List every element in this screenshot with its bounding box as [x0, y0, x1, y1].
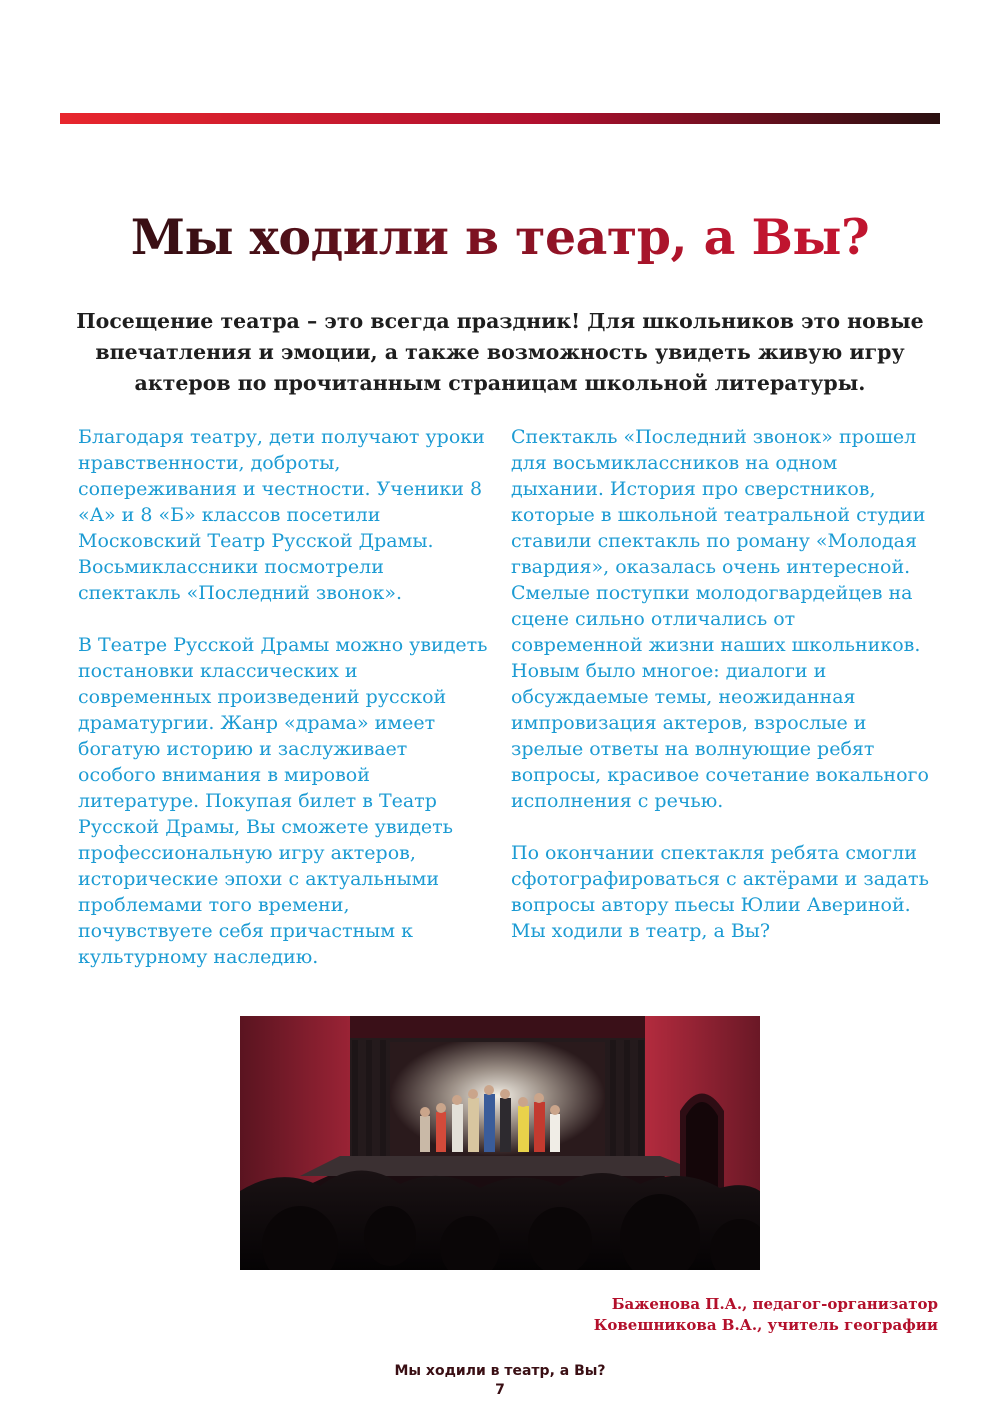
right-column: [511, 424, 931, 970]
article-credits: [594, 1294, 938, 1336]
paragraph: Благодаря театру, дети получают уроки нравственности, доброты, сопереживания и честности. Ученики 8 «А» и 8 «Б» классов посетили Московский Театр Русской Драмы. Восьмиклассники посмотрели спектакль «Последний звонок».: [78, 426, 485, 604]
page-number: 7: [495, 1382, 505, 1398]
paragraph: Спектакль «Последний звонок» прошел для восьмиклассников на одном дыхании. История про сверстников, которые в школьной театральной студии ставили спектакль по роману «Молодая гвардия», оказалась очень интересной. Смелые поступки молодогвардейцев на сцене сильно отличались от современной жизни наших школьников. Новым было многое: диалоги и обсуждаемые темы, неожиданная импровизация актеров, взрослые и зрелые ответы на волнующие ребят вопросы, красивое сочетание вокального исполнения с речью.: [511, 426, 929, 812]
page-footer: [0, 1362, 1000, 1400]
credit-author-1: Баженова П.А., педагог-организатор: [611, 1295, 938, 1313]
left-column: [78, 424, 488, 996]
theatre-stage-photo: [240, 1016, 760, 1270]
article-lead: Посещение театра – это всегда праздник! Для школьников это новые впечатления и эмоции, а также возможность увидеть живую игру актеров по прочитанным страницам школьной литературы.: [76, 309, 924, 395]
paragraph: В Театре Русской Драмы можно увидеть постановки классических и современных произведений русской драматургии. Жанр «драма» имеет богатую историю и заслуживает особого внимания в мировой литературе. Покупая билет в Театр Русской Драмы, Вы сможете увидеть профессиональную игру актеров, исторические эпохи с актуальными проблемами того времени, почувствуете себя причастным к культурному наследию.: [78, 634, 488, 968]
paragraph: По окончании спектакля ребята смогли сфотографироваться с актёрами и задать вопросы автору пьесы Юлии Авериной. Мы ходили в театр, а Вы?: [511, 842, 929, 942]
credit-author-2: Ковешникова В.А., учитель географии: [593, 1316, 938, 1334]
article-title: Мы ходили в театр, а Вы?: [0, 208, 1000, 266]
theatre-stage-illustration: [240, 1016, 760, 1270]
running-title: Мы ходили в театр, а Вы?: [394, 1363, 606, 1379]
top-accent-bar: [60, 113, 940, 124]
